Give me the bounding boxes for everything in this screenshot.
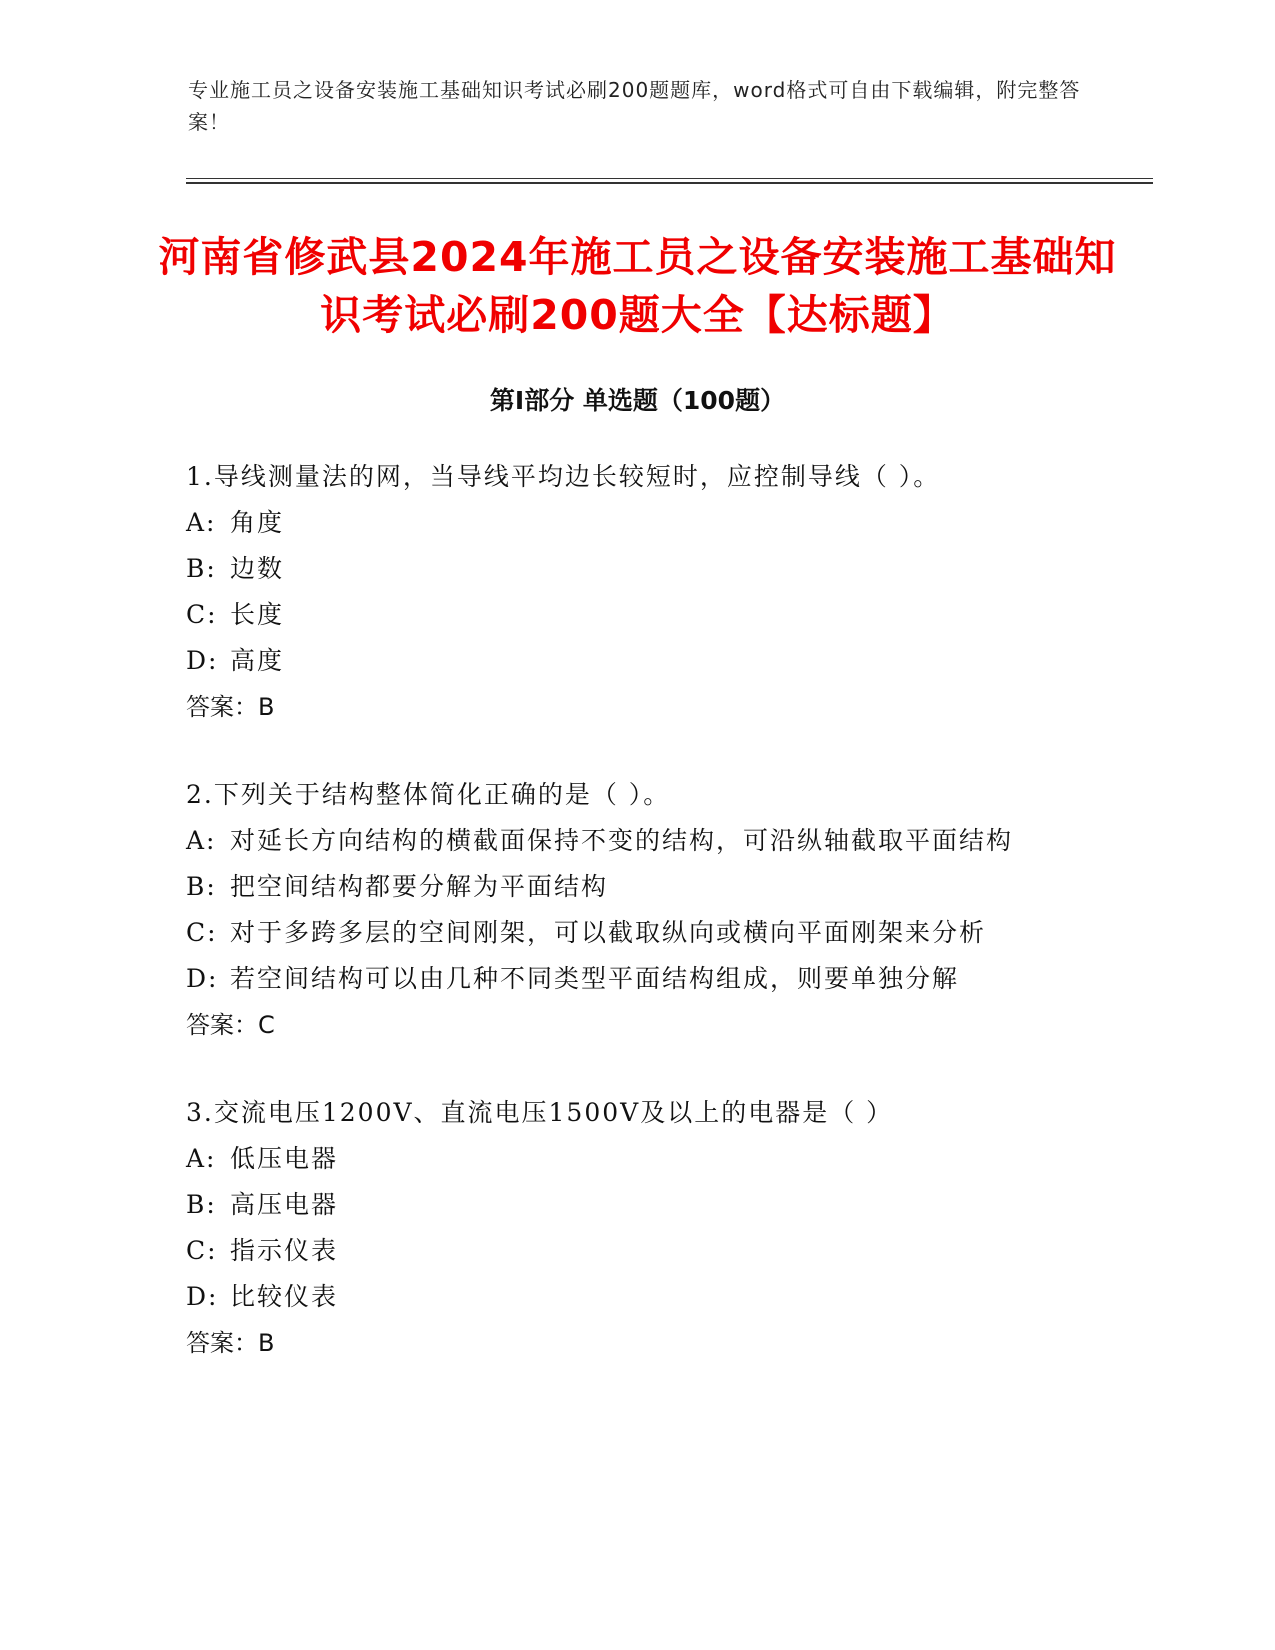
option-letter: C: [186, 918, 218, 947]
option-text: 长度 [230, 600, 285, 629]
section-heading: 第I部分 单选题（100题） [489, 386, 786, 415]
option-d [186, 638, 1186, 684]
option-letter: A: [186, 1144, 217, 1173]
header-note: 专业施工员之设备安装施工基础知识考试必刷200题题库，word格式可自由下载编辑，附完整答案！ [188, 78, 1081, 134]
option-b [186, 546, 1186, 592]
document-title: 河南省修武县2024年施工员之设备安装施工基础知识考试必刷200题大全【达标题】 [158, 233, 1117, 339]
question-2 [186, 772, 1186, 1048]
option-c [186, 910, 1186, 956]
option-letter: B: [186, 872, 217, 901]
question-3 [186, 1090, 1186, 1366]
header-rule-thin [186, 178, 1153, 179]
option-a [186, 500, 1186, 546]
question-stem: 3.交流电压1200V、直流电压1500V及以上的电器是（ ） [186, 1098, 894, 1127]
option-b [186, 1182, 1186, 1228]
option-c [186, 592, 1186, 638]
answer-line: 答案：C [186, 1011, 275, 1039]
option-text: 边数 [230, 554, 285, 583]
option-text: 高压电器 [230, 1190, 339, 1219]
option-letter: D: [186, 1282, 219, 1311]
option-letter: D: [186, 964, 219, 993]
option-a [186, 818, 1186, 864]
option-text: 对于多跨多层的空间刚架，可以截取纵向或横向平面刚架来分析 [230, 918, 987, 947]
option-letter: A: [186, 826, 217, 855]
option-text: 高度 [230, 646, 285, 675]
option-letter: D: [186, 646, 219, 675]
option-letter: B: [186, 554, 217, 583]
option-text: 指示仪表 [230, 1236, 339, 1265]
option-text: 低压电器 [230, 1144, 339, 1173]
header-rule-thick [186, 182, 1153, 184]
option-letter: B: [186, 1190, 217, 1219]
option-text: 比较仪表 [230, 1282, 339, 1311]
option-c [186, 1228, 1186, 1274]
option-d [186, 1274, 1186, 1320]
option-text: 角度 [230, 508, 285, 537]
option-a [186, 1136, 1186, 1182]
answer-line: 答案：B [186, 693, 275, 721]
option-letter: C: [186, 600, 218, 629]
option-text: 若空间结构可以由几种不同类型平面结构组成，则要单独分解 [230, 964, 960, 993]
option-d [186, 956, 1186, 1002]
option-letter: A: [186, 508, 217, 537]
option-letter: C: [186, 1236, 218, 1265]
option-text: 对延长方向结构的横截面保持不变的结构，可沿纵轴截取平面结构 [230, 826, 1014, 855]
answer-line: 答案：B [186, 1329, 275, 1357]
option-b [186, 864, 1186, 910]
option-text: 把空间结构都要分解为平面结构 [230, 872, 609, 901]
question-1 [186, 454, 1186, 730]
question-stem: 1.导线测量法的网，当导线平均边长较短时，应控制导线（ ）。 [186, 462, 941, 491]
question-stem: 2.下列关于结构整体简化正确的是（ ）。 [186, 780, 671, 809]
